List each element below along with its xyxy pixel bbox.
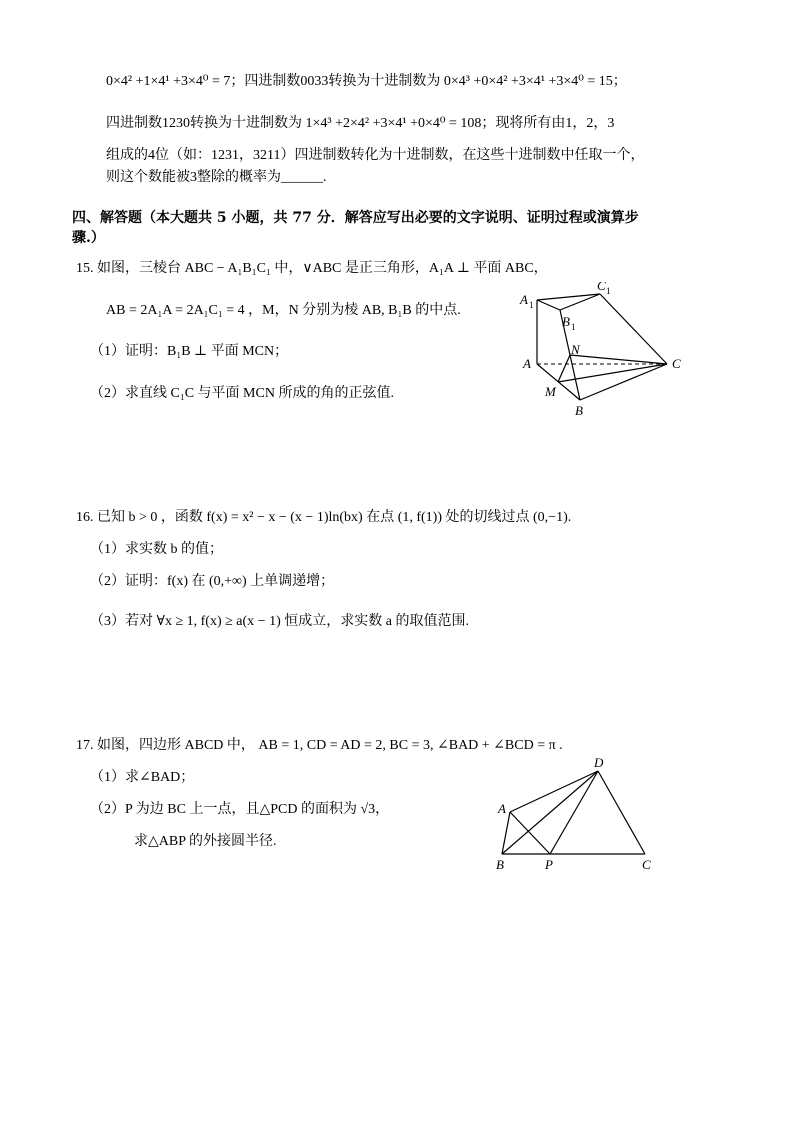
label-A1: A: [520, 292, 528, 307]
label-C1-sub: 1: [606, 286, 611, 296]
edge-AD: [510, 771, 598, 812]
q15-part-2: （2）求直线 C₁C 与平面 MCN 所成的角的正弦值.: [90, 386, 394, 401]
q15-part-1: （1）证明：B₁B ⊥ 平面 MCN；: [90, 344, 289, 359]
label-C: C: [672, 356, 681, 371]
label-B: B: [575, 403, 583, 418]
segment-MN: [558, 355, 570, 382]
edge-BC: [580, 364, 667, 400]
top-line-1: 0×4² +1×4¹ +3×4⁰ = 7；四进制数0033转换为十进制数为 0×4³ +0×4² +3×4¹ +3×4⁰ = 15；: [106, 74, 627, 89]
q15-stem-line-1: 15. 如图，三棱台 ABC − A₁B₁C₁ 中，∨ABC 是正三角形，A₁A ⊥ 平面 ABC，: [76, 261, 548, 276]
segment-PD: [550, 771, 598, 854]
edge-A1C1: [537, 294, 600, 300]
edge-C1C: [600, 294, 667, 364]
label-A: A: [523, 356, 531, 371]
top-line-3: 组成的4位（如：1231，3211）四进制数转化为十进制数，在这些十进制数中任取一个，: [106, 148, 645, 163]
section-header-line-2: 骤.）: [72, 230, 105, 246]
top-line-4: 则这个数能被3整除的概率为______.: [106, 170, 327, 185]
q16-part-1: （1）求实数 b 的值；: [90, 542, 223, 557]
label-N: N: [571, 342, 580, 357]
label-D: D: [594, 755, 604, 770]
segment-NC: [570, 355, 667, 364]
label-B1: B: [562, 314, 570, 329]
segment-BD: [502, 771, 598, 854]
section-header-line-1: 四、解答题（本大题共 5 小题，共 77 分．解答应写出必要的文字说明、证明过程或演算步: [72, 210, 639, 226]
q15-stem-line-2: AB = 2A₁A = 2A₁C₁ = 4 ，M，N 分别为棱 AB, B₁B 的中点.: [106, 303, 461, 318]
label-M: M: [545, 384, 556, 399]
label-A1-sub: 1: [529, 300, 534, 310]
top-line-2: 四进制数1230转换为十进制数为 1×4³ +2×4² +3×4¹ +0×4⁰ = 108；现将所有由1，2，3: [106, 116, 615, 131]
label-A: A: [498, 801, 506, 816]
q17-part-1: （1）求∠BAD；: [90, 770, 195, 785]
q16-part-3: （3）若对 ∀x ≥ 1, f(x) ≥ a(x − 1) 恒成立，求实数 a 的取值范围.: [90, 614, 469, 629]
q15-frustum-figure: [515, 282, 695, 422]
edge-A1B1: [537, 300, 560, 310]
q17-part-2-line-1: （2）P 为边 BC 上一点，且△PCD 的面积为 √3，: [90, 802, 390, 817]
q17-stem: 17. 如图，四边形 ABCD 中， AB = 1, CD = AD = 2, BC = 3, ∠BAD + ∠BCD = π .: [76, 738, 563, 753]
label-C: C: [642, 857, 651, 872]
label-P: P: [545, 857, 553, 872]
label-B: B: [496, 857, 504, 872]
q16-part-2: （2）证明：f(x) 在 (0,+∞) 上单调递增；: [90, 574, 335, 589]
q17-part-2-line-2: 求△ABP 的外接圆半径.: [134, 834, 277, 849]
q16-stem: 16. 已知 b > 0 ，函数 f(x) = x² − x − (x − 1)ln(bx) 在点 (1, f(1)) 处的切线过点 (0,−1).: [76, 510, 572, 525]
q17-quadrilateral-figure: [490, 755, 660, 880]
edge-DC: [598, 771, 645, 854]
label-C1: C: [597, 282, 606, 293]
label-B1-sub: 1: [571, 322, 576, 332]
